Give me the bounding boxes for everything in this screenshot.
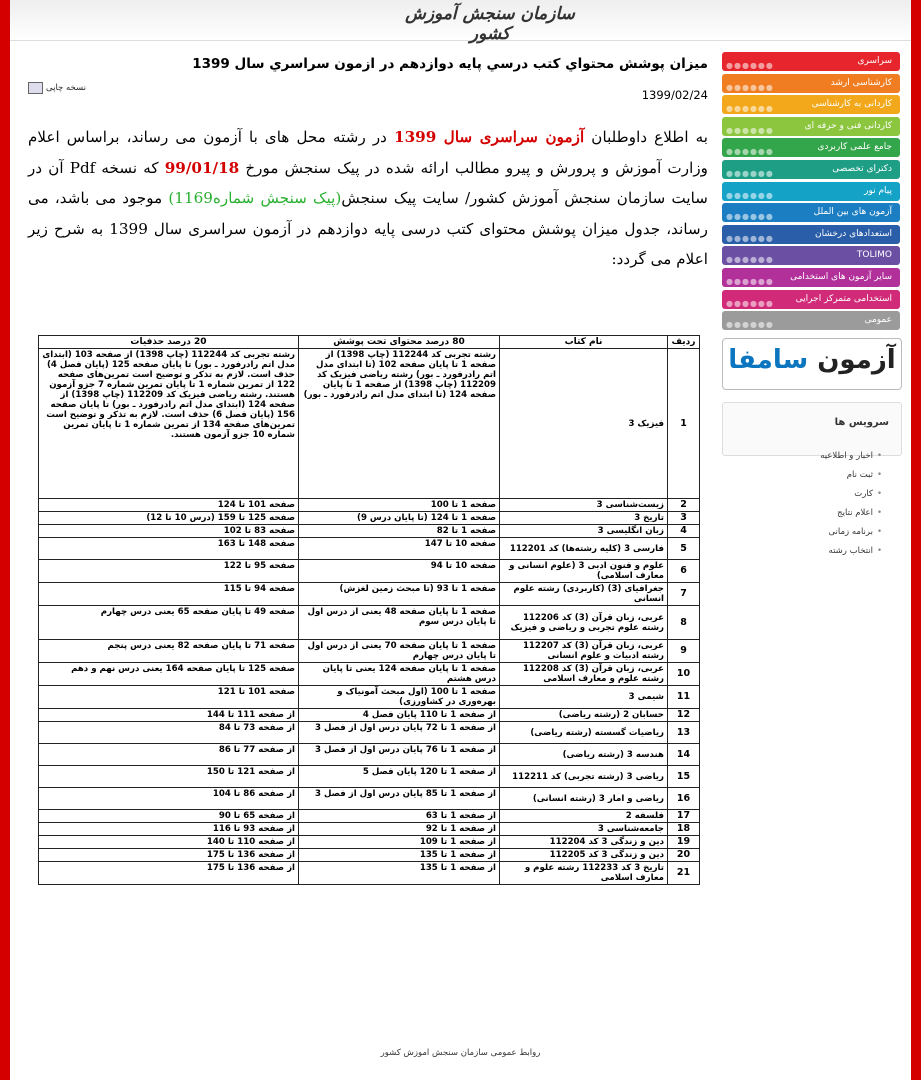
- article-title: میزان پوشش محتواي كتب درسي پايه دوازدهم در ازمون سراسري سال 1399: [192, 56, 708, 72]
- cell-row-number: 15: [668, 766, 700, 788]
- cell-removed: از صفحه 136 تا 175: [39, 862, 299, 885]
- menu-item[interactable]: [722, 74, 900, 93]
- cell-book-name: ریاضی 3 (رشته تجربی) کد 112211: [500, 766, 668, 788]
- cell-book-name: جغرافیای (3) (کاربردی) رشته علوم انسانی: [500, 583, 668, 606]
- table-row: [39, 744, 700, 766]
- cell-row-number: 11: [668, 686, 700, 709]
- cell-book-name: زبان انگلیسی 3: [500, 525, 668, 538]
- table-row: [39, 606, 700, 640]
- cell-book-name: عربی، زبان قرآن (3) کد 112207 رشته ادبیات و علوم انسانی: [500, 640, 668, 663]
- cell-book-name: شیمی 3: [500, 686, 668, 709]
- service-link[interactable]: • انتخاب رشته: [722, 542, 882, 561]
- cell-removed: صفحه 71 تا پایان صفحه 82 یعنی درس پنجم: [39, 640, 299, 663]
- article-intro: [28, 122, 708, 275]
- cell-book-name: دین و زندگی 3 کد 112204: [500, 836, 668, 849]
- services-title: سرویس ها: [834, 417, 889, 428]
- cell-removed: از صفحه 111 تا 144: [39, 709, 299, 722]
- dots-decoration-icon: ●●●●●●: [726, 104, 774, 114]
- dots-decoration-icon: ●●●●●●: [726, 298, 774, 308]
- dots-decoration-icon: ●●●●●●: [726, 276, 774, 286]
- print-label: نسخه چاپی: [46, 83, 86, 93]
- cell-covered: از صفحه 1 تا 135: [299, 862, 500, 885]
- table-row: [39, 499, 700, 512]
- dots-decoration-icon: ●●●●●●: [726, 82, 774, 92]
- cell-book-name: هندسه 3 (رشته ریاضی): [500, 744, 668, 766]
- coverage-table: [38, 335, 700, 885]
- cell-covered: از صفحه 1 تا 63: [299, 810, 500, 823]
- menu-item-label: استخدامی متمرکز اجرایی: [795, 293, 892, 304]
- exam-menu: [722, 52, 900, 333]
- menu-item-label: کارشناسی ارشد: [830, 77, 892, 88]
- table-row: [39, 709, 700, 722]
- intro-exam-name: آزمون سراسری سال 1399: [394, 128, 585, 146]
- cell-book-name: فارسی 3 (کلیه رشته‌ها) کد 112201: [500, 538, 668, 560]
- menu-item[interactable]: [722, 311, 900, 330]
- dots-decoration-icon: ●●●●●●: [726, 190, 774, 200]
- cell-row-number: 8: [668, 606, 700, 640]
- cell-removed: از صفحه 86 تا 104: [39, 788, 299, 810]
- cell-row-number: 1: [668, 349, 700, 499]
- table-row: [39, 788, 700, 810]
- dots-decoration-icon: ●●●●●●: [726, 61, 774, 70]
- menu-item-label: آزمون های بین الملل: [813, 207, 892, 218]
- cell-book-name: فلسفه 2: [500, 810, 668, 823]
- table-row: [39, 663, 700, 686]
- service-link[interactable]: • کارت: [722, 485, 882, 504]
- cell-row-number: 9: [668, 640, 700, 663]
- cell-book-name: ریاضی و امار 3 (رشته انسانی): [500, 788, 668, 810]
- sanaf-logo: [723, 345, 901, 375]
- col-header-row-number: ردیف: [668, 336, 700, 349]
- table-row: [39, 823, 700, 836]
- col-header-removed: 20 درصد حذفیات: [39, 336, 299, 349]
- table-row: [39, 583, 700, 606]
- menu-item[interactable]: [722, 225, 900, 244]
- cell-removed: صفحه 95 تا 122: [39, 560, 299, 583]
- cell-row-number: 3: [668, 512, 700, 525]
- cell-covered: صفحه 1 تا پایان صفحه 70 یعنی از درس اول تا پایان درس چهارم: [299, 640, 500, 663]
- cell-removed: صفحه 125 تا پایان صفحه 164 یعنی درس نهم و دهم: [39, 663, 299, 686]
- right-frame: [911, 0, 921, 1080]
- table-row: [39, 686, 700, 709]
- dots-decoration-icon: ●●●●●●: [726, 147, 774, 157]
- cell-book-name: دین و زندگی 3 کد 112205: [500, 849, 668, 862]
- cell-row-number: 6: [668, 560, 700, 583]
- service-link[interactable]: • اعلام نتایج: [722, 504, 882, 523]
- menu-item[interactable]: [722, 290, 900, 309]
- intro-text: به اطلاع داوطلبان: [584, 128, 708, 146]
- cell-book-name: تاریخ 3: [500, 512, 668, 525]
- cell-covered: صفحه 1 تا پایان صفحه 124 یعنی تا پایان درس هشتم: [299, 663, 500, 686]
- table-row: [39, 640, 700, 663]
- cell-row-number: 7: [668, 583, 700, 606]
- cell-removed: صفحه 125 تا 159 (درس 10 تا 12): [39, 512, 299, 525]
- table-row: [39, 349, 700, 499]
- intro-text: که نسخه Pdf آن در سایت سازمان سنجش آموزش کشور/ سایت پیک سنجش: [28, 158, 708, 207]
- footer: روابط عمومی سازمان سنجش اموزش کشور: [380, 1048, 541, 1058]
- cell-removed: صفحه 94 تا 115: [39, 583, 299, 606]
- intro-text: در رشته محل های با آزمون می رساند، براساس اعلام وزارت آموزش و پرورش و پیرو مطالب ارائه شده در پیک سنجش مورخ: [28, 128, 709, 177]
- cell-covered: صفحه 1 تا 124 (تا پایان درس 9): [299, 512, 500, 525]
- cell-book-name: جامعه‌شناسی 3: [500, 823, 668, 836]
- service-link[interactable]: • برنامه زمانی: [722, 523, 882, 542]
- dots-decoration-icon: ●●●●●●: [726, 255, 774, 265]
- intro-date: 99/01/18: [164, 158, 240, 177]
- table-row: [39, 810, 700, 823]
- cell-covered: از صفحه 1 تا 110 پایان فصل 4: [299, 709, 500, 722]
- printer-icon[interactable]: [28, 82, 43, 94]
- dots-decoration-icon: ●●●●●●: [726, 320, 774, 330]
- table-row: [39, 560, 700, 583]
- menu-item-label: جامع علمی کاربردی: [817, 142, 892, 153]
- cell-covered: صفحه 1 تا 82: [299, 525, 500, 538]
- cell-row-number: 19: [668, 836, 700, 849]
- menu-item[interactable]: [722, 52, 900, 71]
- cell-row-number: 14: [668, 744, 700, 766]
- menu-item-label: کاردانی فنی و حرفه ای: [804, 120, 892, 131]
- intro-text: موجود می باشد، می رساند، جدول میزان پوشش محتوای کتب درسی پایه دوازدهم در آزمون سراسری سال 1399 به شرح زیر اعلام می گردد:: [28, 189, 708, 268]
- cell-book-name: ریاضیات گسسته (رشته ریاضی): [500, 722, 668, 744]
- table-row: [39, 538, 700, 560]
- menu-item-label: عمومی: [864, 315, 892, 326]
- sanaf-banner[interactable]: [722, 338, 902, 390]
- menu-item[interactable]: [722, 138, 900, 157]
- cell-row-number: 13: [668, 722, 700, 744]
- dots-decoration-icon: ●●●●●●: [726, 233, 774, 243]
- service-link[interactable]: • ثبت نام: [722, 466, 882, 485]
- menu-item[interactable]: [722, 117, 900, 136]
- menu-item-label: TOLIMO: [856, 250, 892, 261]
- cell-row-number: 16: [668, 788, 700, 810]
- menu-item-label: سراسری: [857, 56, 892, 66]
- menu-item[interactable]: [722, 246, 900, 265]
- menu-item[interactable]: [722, 95, 900, 114]
- menu-item-label: سایر آزمون های استخدامی: [790, 271, 892, 282]
- cell-row-number: 12: [668, 709, 700, 722]
- site-logo[interactable]: سازمان سنجش آموزش کشور: [405, 4, 575, 44]
- dots-decoration-icon: ●●●●●●: [726, 212, 774, 222]
- cell-removed: از صفحه 136 تا 175: [39, 849, 299, 862]
- cell-book-name: علوم و فنون ادبی 3 (علوم انسانی و معارف اسلامی): [500, 560, 668, 583]
- cell-book-name: عربی، زبان قرآن (3) کد 112206 رشته علوم تجربی و ریاضی و فیزیک: [500, 606, 668, 640]
- cell-covered: صفحه 10 تا 147: [299, 538, 500, 560]
- cell-removed: از صفحه 73 تا 84: [39, 722, 299, 744]
- menu-item[interactable]: [722, 268, 900, 287]
- cell-covered: صفحه 1 تا 100 (اول مبحث آمونیاک و بهره‌وری در کشاورزی): [299, 686, 500, 709]
- cell-row-number: 4: [668, 525, 700, 538]
- menu-item[interactable]: [722, 182, 900, 201]
- cell-removed: از صفحه 65 تا 90: [39, 810, 299, 823]
- cell-row-number: 18: [668, 823, 700, 836]
- cell-removed: صفحه 101 تا 124: [39, 499, 299, 512]
- sanaf-word-2: سامفا: [728, 345, 809, 375]
- menu-item-label: استعدادهای درخشان: [814, 228, 892, 239]
- cell-covered: از صفحه 1 تا 76 پایان درس اول از فصل 3: [299, 744, 500, 766]
- cell-book-name: عربی، زبان قرآن (3) کد 112208 رشته علوم و معارف اسلامی: [500, 663, 668, 686]
- cell-removed: صفحه 83 تا 102: [39, 525, 299, 538]
- cell-removed: از صفحه 77 تا 86: [39, 744, 299, 766]
- dots-decoration-icon: ●●●●●●: [726, 168, 774, 178]
- table-row: [39, 862, 700, 885]
- cell-covered: صفحه 1 تا پایان صفحه 48 یعنی از درس اول تا پایان درس سوم: [299, 606, 500, 640]
- cell-row-number: 2: [668, 499, 700, 512]
- table-header-row: [39, 336, 700, 349]
- col-header-covered: 80 درصد محتوای تحت پوشش: [299, 336, 500, 349]
- print-link[interactable]: [28, 82, 86, 94]
- cell-removed: از صفحه 121 تا 150: [39, 766, 299, 788]
- cell-covered: از صفحه 1 تا 109: [299, 836, 500, 849]
- table-row: [39, 849, 700, 862]
- cell-covered: رشته تجربی کد 112244 (چاپ 1398) از صفحه 1 تا پایان صفحه 102 (تا ابتدای مدل اتم رادرفورد ـ بور) رشته ریاضی فیزیک کد 112209 (چاپ 1398) از صفحه 1 تا پایان صفحه 124 (تا ابتدای مدل اتم رادرفورد ـ بور): [299, 349, 500, 499]
- cell-row-number: 21: [668, 862, 700, 885]
- cell-covered: صفحه 10 تا 94: [299, 560, 500, 583]
- cell-covered: از صفحه 1 تا 85 پایان درس اول از فصل 3: [299, 788, 500, 810]
- cell-row-number: 5: [668, 538, 700, 560]
- cell-covered: از صفحه 1 تا 135: [299, 849, 500, 862]
- sanaf-word-1: آزمون: [817, 345, 896, 375]
- service-link[interactable]: • اخبار و اطلاعیه: [722, 447, 882, 466]
- table-row: [39, 722, 700, 744]
- cell-removed: از صفحه 93 تا 116: [39, 823, 299, 836]
- cell-removed: رشته تجربی کد 112244 (چاپ 1398) از صفحه 103 (ابتدای مدل اتم رادرفورد ـ بور) تا پایان صفحه 125 (پایان فصل 4) حذف است. لازم به تذکر و توضیح است تمرین‌های صفحه 122 از تمرین شماره 1 تا پایان تمرین شماره 7 جزو آزمون هستند. رشته ریاضی فیزیک کد 112209 (چاپ 1398) از صفحه 124 (ابتدای مدل اتم رادرفورد ـ بور) تا پایان صفحه 156 (پایان فصل 6) حذف است. لازم به تذکر و توضیح است تمرین‌های صفحه 134 از تمرین شماره 1 تا پایان تمرین شماره 10 جزو آزمون هستند.: [39, 349, 299, 499]
- cell-removed: صفحه 49 تا پایان صفحه 65 یعنی درس چهارم: [39, 606, 299, 640]
- col-header-book-name: نام کتاب: [500, 336, 668, 349]
- menu-item-label: پیام نور: [864, 185, 892, 196]
- menu-item-label: دکترای تخصصی: [832, 163, 892, 174]
- cell-row-number: 20: [668, 849, 700, 862]
- menu-item[interactable]: [722, 160, 900, 179]
- menu-item-label: کاردانی به کارشناسی: [811, 99, 892, 110]
- cell-covered: از صفحه 1 تا 92: [299, 823, 500, 836]
- table-row: [39, 766, 700, 788]
- services-list: [722, 447, 882, 561]
- cell-removed: صفحه 148 تا 163: [39, 538, 299, 560]
- cell-book-name: فیزیک 3: [500, 349, 668, 499]
- cell-covered: صفحه 1 تا 93 (تا مبحث زمین لغزش): [299, 583, 500, 606]
- peyk-link[interactable]: (پیک سنجش شماره1169): [168, 189, 342, 207]
- cell-book-name: تاریخ 3 کد 112233 رشته علوم و معارف اسلامی: [500, 862, 668, 885]
- cell-covered: از صفحه 1 تا 120 پایان فصل 5: [299, 766, 500, 788]
- cell-book-name: حسابان 2 (رشته ریاضی): [500, 709, 668, 722]
- cell-row-number: 17: [668, 810, 700, 823]
- cell-covered: از صفحه 1 تا 72 پایان درس اول از فصل 3: [299, 722, 500, 744]
- menu-item[interactable]: [722, 203, 900, 222]
- cell-row-number: 10: [668, 663, 700, 686]
- dots-decoration-icon: ●●●●●●: [726, 125, 774, 135]
- article-date: 1399/02/24: [641, 88, 708, 102]
- cell-book-name: زیست‌شناسی 3: [500, 499, 668, 512]
- cell-removed: صفحه 101 تا 121: [39, 686, 299, 709]
- cell-removed: از صفحه 110 تا 140: [39, 836, 299, 849]
- cell-covered: صفحه 1 تا 100: [299, 499, 500, 512]
- table-row: [39, 512, 700, 525]
- left-frame: [0, 0, 10, 1080]
- site-header: [10, 0, 911, 44]
- table-row: [39, 836, 700, 849]
- table-row: [39, 525, 700, 538]
